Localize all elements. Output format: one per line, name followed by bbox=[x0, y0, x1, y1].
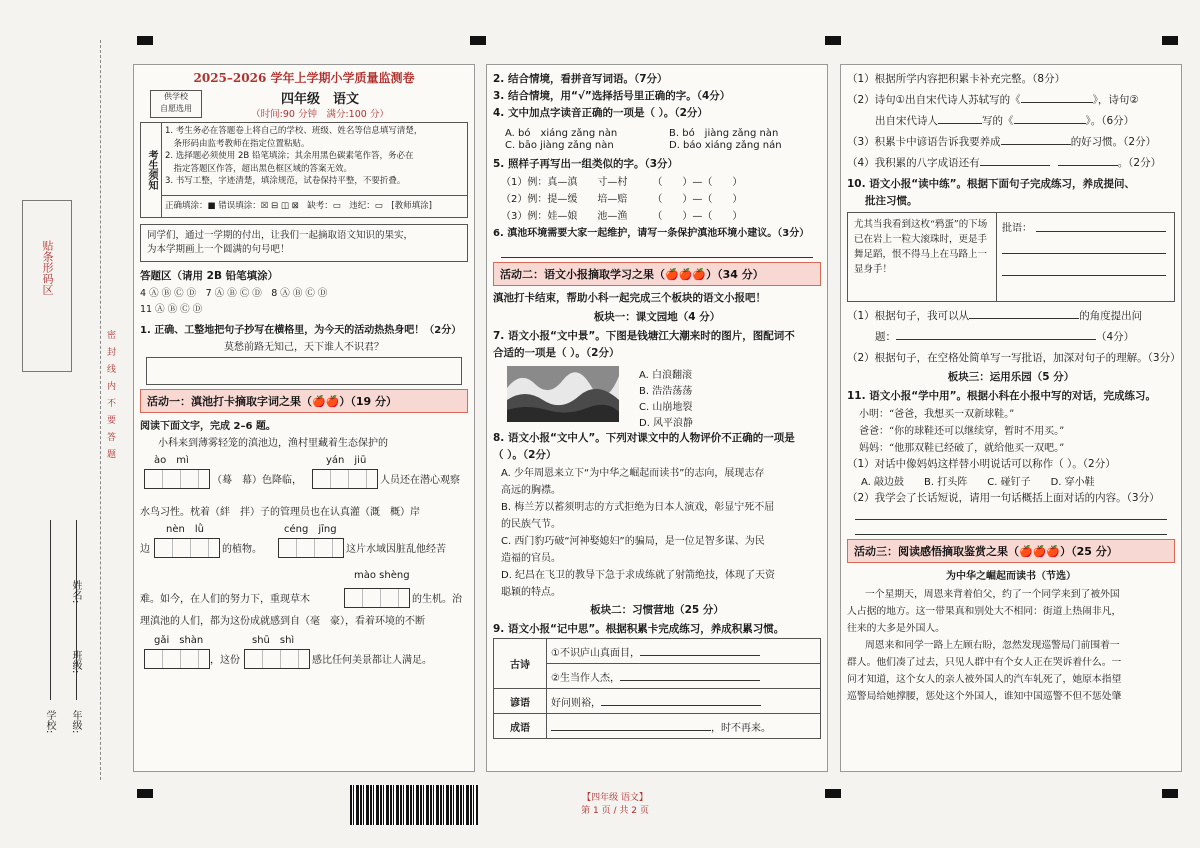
activity-3-header: 活动三：阅读感悟摘取鉴赏之果（🍎🍎🍎）（25 分） bbox=[847, 539, 1175, 563]
seal-warning: 密封线内不要答题 bbox=[105, 330, 115, 466]
passage-line: 理滇池的人们，都为这份成就感到自（毫 豪），看着环境的不断 bbox=[140, 616, 425, 627]
optional-tag bbox=[150, 90, 202, 118]
card-cell-chengyu: 成语 bbox=[494, 714, 547, 739]
article-title: 为中华之崛起而读书（节选） bbox=[946, 571, 1076, 582]
notice-item: 指定答题区作答，超出黑色框区域的答案无效。 bbox=[165, 163, 353, 174]
card-cell[interactable] bbox=[547, 714, 821, 739]
q5-example-1: （1）例：真—滇 寸—村 （ ）—（ ） bbox=[501, 177, 743, 188]
dialogue-line: 小明：“爸爸，我想买一双新球鞋。” bbox=[859, 409, 1015, 420]
reading-instruction: 阅读下面文字，完成 2–6 题。 bbox=[140, 421, 276, 432]
block-2-title: 板块二：习惯营地（25 分） bbox=[590, 604, 724, 616]
text: 》，诗句② bbox=[1092, 94, 1139, 106]
subject-title: 四年级 语文 bbox=[280, 92, 359, 107]
q8-option-d: D. 纪昌在飞卫的教导下急于求成练就了射箭绝技，体现了天资 bbox=[501, 570, 776, 581]
passage-row-7 bbox=[140, 629, 468, 675]
q8-option-c: C. 西门豹巧破“河神娶媳妇”的骗局，是一位足智多谋、为民 bbox=[501, 536, 765, 547]
text: （3）积累卡中谚语告诉我要养成 bbox=[847, 136, 1001, 148]
intro-line: 为本学期画上一个圆满的句号吧！ bbox=[147, 244, 290, 255]
option-d: D. báo xiáng zǎng nán bbox=[669, 140, 782, 151]
column-1 bbox=[133, 64, 475, 772]
pinyin-aomi: ào mì bbox=[154, 455, 189, 466]
q9-sub-4 bbox=[847, 155, 1175, 170]
card-cell[interactable] bbox=[547, 689, 821, 714]
option-a: A. 白浪翻滚 bbox=[639, 370, 693, 381]
pinyin-grid[interactable] bbox=[278, 538, 344, 558]
q10-sub-2: （2）根据句子，在空格处简单写一写批语，加深对句子的理解。（3分） bbox=[847, 352, 1181, 364]
answer-area-title: 答题区（请用 2B 铅笔填涂） bbox=[140, 270, 279, 282]
school-label: 学校: bbox=[44, 710, 55, 734]
text: 题： bbox=[875, 331, 896, 343]
page-footer bbox=[565, 790, 665, 816]
text: 的好习惯。（2分） bbox=[1070, 136, 1157, 148]
text: 写的《 bbox=[982, 115, 1014, 127]
copy-writing-box[interactable] bbox=[146, 357, 462, 385]
option-c: C. 山崩地裂 bbox=[639, 402, 693, 413]
pinyin-cengjing: céng jīng bbox=[284, 524, 337, 535]
passage-text: 的植物。 bbox=[222, 544, 262, 555]
article-line: 往来的大多是外国人。 bbox=[847, 623, 945, 634]
option-b: B. bó jiàng zǎng nàn bbox=[669, 128, 779, 139]
block-1-title: 板块一：课文园地（4 分） bbox=[593, 311, 721, 323]
activity-2-header: 活动二：语文小报摘取学习之果（🍎🍎🍎）（34 分） bbox=[493, 262, 821, 286]
q10-sub-1-cont bbox=[875, 329, 1175, 344]
notice-box bbox=[140, 122, 468, 218]
optional-tag-line1: 供学校 bbox=[164, 92, 188, 101]
question-3: 3. 结合情境，用“√”选择括号里正确的字。（4分） bbox=[493, 90, 731, 102]
pinyin-grid[interactable] bbox=[144, 649, 210, 669]
pinyin-grid[interactable] bbox=[344, 588, 410, 608]
footer-page-number: 第 1 页 / 共 2 页 bbox=[581, 806, 649, 816]
idiom: ，时不再来。 bbox=[711, 722, 771, 734]
intro-line: 同学们，通过一学期的付出，让我们一起摘取语文知识的果实， bbox=[147, 230, 414, 241]
passage-line: 小科来到薄雾轻笼的滇池边，渔村里藏着生态保护的 bbox=[158, 438, 388, 449]
answer-bubbles-row[interactable]: 11 Ⓐ Ⓑ Ⓒ Ⓓ bbox=[140, 304, 203, 315]
question-7-cont: 合适的一项是（ ）。（2分） bbox=[493, 347, 620, 359]
option-b: B. 浩浩荡荡 bbox=[639, 386, 693, 397]
text: 》。（6分） bbox=[1085, 115, 1135, 127]
pinyin-shushi: shū shì bbox=[252, 635, 295, 646]
answer-line[interactable] bbox=[855, 507, 1167, 520]
tide-image bbox=[507, 366, 619, 422]
question-11: 11. 语文小报“学中用”。根据小科在小报中写的对话，完成练习。 bbox=[847, 390, 1157, 402]
block-3-title: 板块三：运用乐园（5 分） bbox=[947, 371, 1075, 383]
q8-option-b-cont: 的民族气节。 bbox=[501, 519, 561, 530]
class-label: 班级: bbox=[70, 650, 81, 674]
school-line[interactable] bbox=[50, 520, 51, 700]
exam-title: 2025–2026 学年上学期小学质量监测卷 bbox=[193, 71, 415, 85]
article-line: 问才知道，这个女人的亲人被外国人的汽车轧死了，她原本指望 bbox=[847, 674, 1122, 685]
dialogue-line: 爸爸：“你的球鞋还可以继续穿，暂时不用买。” bbox=[859, 426, 1065, 437]
question-2: 2. 结合情境，看拼音写词语。（7分） bbox=[493, 73, 668, 85]
pinyin-grid[interactable] bbox=[244, 649, 310, 669]
pinyin-yanjiu: yán jiū bbox=[326, 455, 367, 466]
article-body bbox=[847, 586, 1175, 705]
registration-mark bbox=[825, 36, 841, 45]
card-cell[interactable] bbox=[547, 639, 821, 664]
pinyin-grid[interactable] bbox=[312, 469, 378, 489]
option-a: A. bó xiáng zǎng nàn bbox=[505, 128, 618, 139]
passage-text: 的生机。治 bbox=[412, 594, 462, 605]
q11-sub-1: （1）对话中像妈妈这样替小明说话可以称作（ ）。（2分） bbox=[847, 458, 1116, 470]
q9-sub-2 bbox=[847, 92, 1175, 107]
passage-row-5 bbox=[140, 570, 468, 610]
q8-option-a-cont: 高远的胸襟。 bbox=[501, 485, 561, 496]
name-label: 姓名: bbox=[70, 580, 81, 604]
answer-line[interactable] bbox=[501, 241, 813, 258]
poem-line-1: ①不识庐山真面目， bbox=[551, 647, 640, 659]
passage-text: （蓦 幕）色降临， bbox=[212, 475, 302, 486]
annotation-box bbox=[847, 212, 1175, 302]
pinyin-maosheng: mào shèng bbox=[354, 570, 410, 581]
q10-sub-1 bbox=[847, 308, 1175, 323]
optional-tag-line2: 自愿选用 bbox=[160, 104, 192, 113]
question-8: 8. 语文小报“文中人”。下列对课文中的人物评价不正确的一项是 bbox=[493, 432, 795, 444]
q9-sub-3 bbox=[847, 134, 1175, 149]
article-line: 一个星期天，周恩来背着伯父，约了一个同学来到了被外国 bbox=[865, 589, 1120, 600]
quote-text: 尤其当我看到这枚“鸦蛋”的下场已在岩上一粒大滚珠时，更是手舞足蹈，恨不得马上在马路上一显身手！ bbox=[854, 219, 988, 275]
poem-line-2: ②生当作人杰， bbox=[551, 672, 620, 684]
notice-item: 1. 考生务必在答题卷上将自己的学校、班级、姓名等信息填写清楚， bbox=[165, 126, 423, 136]
q8-option-c-cont: 造福的官员。 bbox=[501, 553, 561, 564]
q5-example-2: （2）例：提—缓 培—赔 （ ）—（ ） bbox=[501, 194, 743, 205]
question-9: 9. 语文小报“记中思”。根据积累卡完成练习，养成积累习惯。 bbox=[493, 623, 785, 635]
text: （2）诗句①出自宋代诗人苏轼写的《 bbox=[847, 94, 1021, 106]
passage-text: 感比任何美景都让人满足。 bbox=[312, 655, 432, 666]
column-2 bbox=[486, 64, 828, 772]
passage-line: 水鸟习性。枕着（絆 拌）子的管理员也在认真灌（溉 概）岸 bbox=[140, 507, 420, 518]
barcode bbox=[350, 785, 478, 825]
seal-line bbox=[100, 40, 101, 780]
q8-option-b: B. 梅兰芳以蓄须明志的方式拒绝为日本人演戏，彰显宁死不屈 bbox=[501, 502, 775, 513]
notice-label: 考生须知 bbox=[141, 123, 162, 217]
card-cell[interactable] bbox=[547, 664, 821, 689]
text: （1）根据句子，我可以从 bbox=[847, 310, 970, 322]
column-3 bbox=[840, 64, 1182, 772]
q7-content bbox=[493, 362, 821, 428]
article-line: 巡警局给她撑腰，惩处这个外国人，谁知中国巡警不但不惩处肇 bbox=[847, 691, 1122, 702]
annotation-line[interactable] bbox=[1002, 275, 1166, 276]
option-c: C. bāo jiàng zǎng nàn bbox=[505, 140, 614, 151]
question-10: 10. 语文小报“读中练”。根据下面句子完成练习，养成提问、 bbox=[847, 178, 1136, 190]
grade-label: 年级: bbox=[70, 710, 81, 734]
question-1: 1. 正确、工整地把句子抄写在横格里，为今天的活动热热身吧！（2分） bbox=[140, 325, 462, 336]
annotation-line[interactable] bbox=[1002, 253, 1166, 254]
text: 。（2分） bbox=[1117, 157, 1162, 169]
answer-line[interactable] bbox=[855, 520, 1167, 535]
passage-text: 难。如今，在人们的努力下，重现草木 bbox=[140, 594, 310, 605]
passage-row-2 bbox=[140, 451, 468, 501]
exam-time: （时间:90 分钟 满分:100 分） bbox=[251, 109, 389, 120]
accumulation-card bbox=[493, 638, 821, 739]
annotation-label: 批语： bbox=[1002, 223, 1032, 234]
pinyin-gaishan: gǎi shàn bbox=[154, 635, 204, 646]
card-cell-yanyu: 谚语 bbox=[494, 689, 547, 714]
q8-option-d-cont: 聪颖的特点。 bbox=[501, 587, 561, 598]
passage-text: 边 bbox=[140, 544, 150, 555]
footer-subject: 【四年级 语文】 bbox=[582, 793, 648, 803]
question-7: 7. 语文小报“文中景”。下图是钱塘江大潮来时的图片，图配词不 bbox=[493, 330, 795, 342]
q8-option-a: A. 少年周恩来立下“为中华之崛起而读书”的志向，展现志存 bbox=[501, 468, 765, 479]
text: 的角度提出问 bbox=[1079, 310, 1143, 322]
proverb: 好问则裕， bbox=[551, 697, 601, 709]
q11-options: A. 敲边鼓 B. 打头阵 C. 碰钉子 D. 穿小鞋 bbox=[861, 477, 1095, 488]
annotation-line[interactable] bbox=[1036, 231, 1166, 232]
text: （4分） bbox=[1096, 331, 1135, 343]
barcode-area-label: 贴条形码区 bbox=[41, 240, 54, 295]
notice-list bbox=[165, 125, 422, 188]
q11-sub-2: （2）我学会了长话短说，请用一句话概括上面对话的内容。（3分） bbox=[847, 492, 1160, 504]
notice-item: 条形码由监考教师在指定位置粘贴。 bbox=[165, 138, 310, 149]
card-cell-gushi: 古诗 bbox=[494, 639, 547, 689]
q9-sub-2-cont bbox=[875, 113, 1175, 128]
passage-text: 人员还在潜心观察 bbox=[380, 475, 460, 486]
pinyin-nenlv: nèn lǜ bbox=[166, 524, 204, 535]
pinyin-grid[interactable] bbox=[144, 469, 210, 489]
question-6: 6. 滇池环境需要大家一起维护，请写一条保护滇池环境小建议。（3分） bbox=[493, 228, 810, 239]
answer-bubbles-row[interactable]: 4 Ⓐ Ⓑ Ⓒ Ⓓ 7 Ⓐ Ⓑ Ⓒ Ⓓ 8 Ⓐ Ⓑ Ⓒ Ⓓ bbox=[140, 288, 328, 299]
activity-2-intro: 滇池打卡结束，帮助小科一起完成三个板块的语文小报吧！ bbox=[493, 292, 766, 304]
text: （4）我积累的八字成语还有 bbox=[847, 157, 980, 169]
notice-item: 3. 书写工整，字迹清楚，填涂规范，试卷保持平整，不要折叠。 bbox=[165, 176, 406, 186]
q5-example-3: （3）例：娃—娘 池—渔 （ ）—（ ） bbox=[501, 211, 743, 222]
text: 出自宋代诗人 bbox=[875, 115, 938, 127]
passage-text: 这片水域因脏乱他经苦 bbox=[346, 544, 446, 555]
q9-sub-1: （1）根据所学内容把积累卡补充完整。（8分） bbox=[847, 73, 1066, 85]
question-10-cont: 批注习惯。 bbox=[865, 195, 918, 207]
passage-text: ，这份 bbox=[210, 655, 240, 666]
margin-strip bbox=[22, 40, 127, 780]
question-4: 4. 文中加点字读音正确的一项是（ ）。（2分） bbox=[493, 107, 708, 119]
article-line: 周恩来和同学一路上左顾右盼，忽然发现巡警局门前围着一 bbox=[865, 640, 1120, 651]
registration-mark bbox=[825, 789, 841, 798]
dialogue-line: 妈妈：“他那双鞋已经破了，就给他买一双吧。” bbox=[859, 443, 1065, 454]
registration-mark bbox=[1162, 789, 1178, 798]
q4-options bbox=[493, 122, 821, 154]
registration-mark bbox=[1162, 36, 1178, 45]
question-8-cont: （ ）。（2分） bbox=[493, 449, 557, 461]
question-5: 5. 照样子再写出一组类似的字。（3分） bbox=[493, 158, 679, 170]
pinyin-grid[interactable] bbox=[154, 538, 220, 558]
registration-mark bbox=[470, 36, 486, 45]
fill-example-row: 正确填涂：■ 错误填涂：☒ ⊟ ◫ ⊠ 缺考：▭ 违纪：▭ [教师填涂] bbox=[161, 195, 467, 214]
registration-mark bbox=[137, 789, 153, 798]
copy-sentence: 莫愁前路无知己，天下谁人不识君？ bbox=[224, 342, 384, 353]
option-d: D. 风平浪静 bbox=[639, 418, 694, 429]
passage-row-4 bbox=[140, 520, 468, 570]
article-line: 人占据的地方。这一带果真和别处大不相同：街道上热闹非凡， bbox=[847, 606, 1122, 617]
notice-item: 2. 选择题必须使用 2B 铅笔填涂；其余用黑色碳素笔作答，务必在 bbox=[165, 151, 414, 161]
article-line: 群人。他们凑了过去，只见人群中有个女人正在哭诉着什么。一 bbox=[847, 657, 1122, 668]
registration-mark bbox=[137, 36, 153, 45]
intro-box bbox=[140, 224, 468, 262]
activity-1-header: 活动一：滇池打卡摘取字词之果（🍎🍎）（19 分） bbox=[140, 389, 468, 413]
